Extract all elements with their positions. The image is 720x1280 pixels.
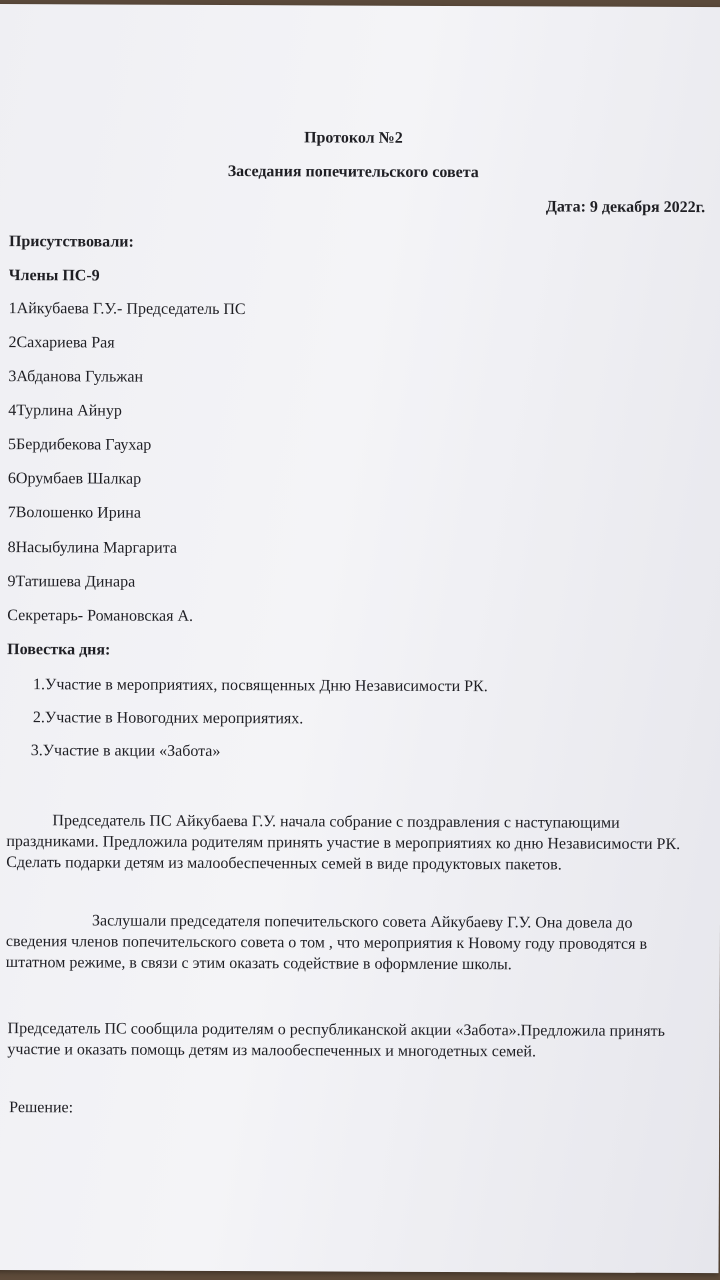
document-page (0, 4, 720, 1273)
decision-label: Решение: (9, 1099, 74, 1117)
agenda-item: 2.Участие в Новогодних мероприятиях. (32, 709, 304, 728)
paragraph-opening: Председатель ПС Айкубаева Г.У. начала собрание с поздравления с наступающими праздниками. Предложила родителям принять участие в мероприятиях ко дню Независимости РК. Сделать подарки детям из малообеспеченных семей в виде продуктовых пакетов. (6, 812, 681, 874)
member-item: 8Насыбулина Маргарита (7, 539, 178, 557)
member-item: 2Сахариева Рая (8, 334, 115, 352)
member-item: 4Турлина Айнур (8, 402, 122, 420)
member-item: 9Татишева Динара (7, 573, 136, 591)
secretary-line: Секретарь- Романовская А. (7, 607, 194, 625)
meeting-date: Дата: 9 декабря 2022г. (545, 198, 706, 217)
members-heading: Члены ПС-9 (8, 267, 100, 285)
agenda-item: 3.Участие в акции «Забота» (30, 742, 221, 760)
document-title: Протокол №2 (304, 129, 403, 147)
agenda-item: 1.Участие в мероприятиях, посвященных Дню Независимости РК. (32, 676, 488, 696)
paragraph-zabota: Председатель ПС сообщила родителям о республиканской акции «Забота».Предложила принять участие и оказать помощь детям из малообеспеченных и многодетных семей. (7, 1020, 665, 1061)
document-subtitle: Заседания попечительского совета (227, 163, 479, 182)
present-heading: Присутствовали: (8, 233, 134, 251)
member-item: 6Орумбаев Шалкар (7, 470, 142, 488)
paragraph-new-year: Заслушали председателя попечительского совета Айкубаеву Г.У. Она довела до сведения членов попечительского совета о том , что мероприятия к Новому году проводятся в штатном режиме, в связи с этим оказать содействие в оформление школы. (5, 912, 648, 974)
agenda-heading: Повестка дня: (7, 641, 111, 659)
member-item: 3Абданова Гульжан (8, 368, 144, 386)
member-item: 5Бердибекова Гаухар (8, 436, 152, 454)
member-item: 7Волошенко Ирина (7, 504, 141, 522)
member-item: 1Айкубаева Г.У.- Председатель ПС (8, 300, 246, 319)
